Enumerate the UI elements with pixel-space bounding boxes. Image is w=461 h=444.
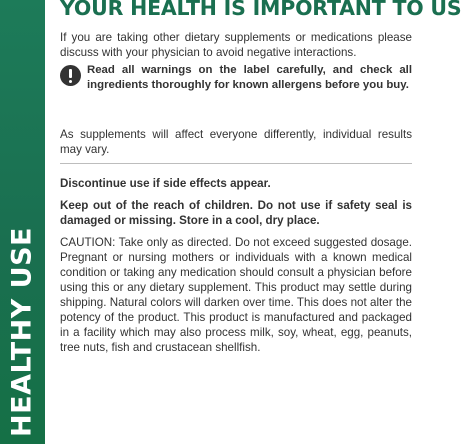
intro-paragraph: If you are taking other dietary supplements or medications please discuss with your physician to avoid negative interactions.	[60, 31, 412, 59]
keep-out-notice: Keep out of the reach of children. Do not use if safety seal is damaged or missing. Store in a cool, dry place.	[60, 199, 412, 227]
warning-text: Read all warnings on the label carefully, and check all ingredients thoroughly for known allergens before you buy.	[87, 64, 412, 91]
sidebar-label: HEALTHY USE	[6, 227, 38, 437]
page-title: YOUR HEALTH IS IMPORTANT TO US	[60, 0, 461, 20]
exclamation-circle-icon	[60, 65, 81, 86]
individual-results-paragraph: As supplements will affect everyone differently, individual results may vary.	[60, 128, 412, 156]
section-divider	[60, 163, 412, 164]
discontinue-notice: Discontinue use if side effects appear.	[60, 177, 271, 190]
warning-callout	[60, 62, 412, 94]
sidebar-banner	[0, 0, 45, 444]
caution-paragraph: CAUTION: Take only as directed. Do not exceed suggested dosage. Pregnant or nursing mothers or individuals with a known medical condition or taking any medication should consult a physician before using this or any dietary supplement. This product may settle during shipping. Natural colors will darken over time. This does not alter the potency of the product. This product is manufactured and packaged in a facility which may also process milk, soy, wheat, egg, peanuts, tree nuts, fish and crustacean shellfish.	[60, 236, 412, 354]
